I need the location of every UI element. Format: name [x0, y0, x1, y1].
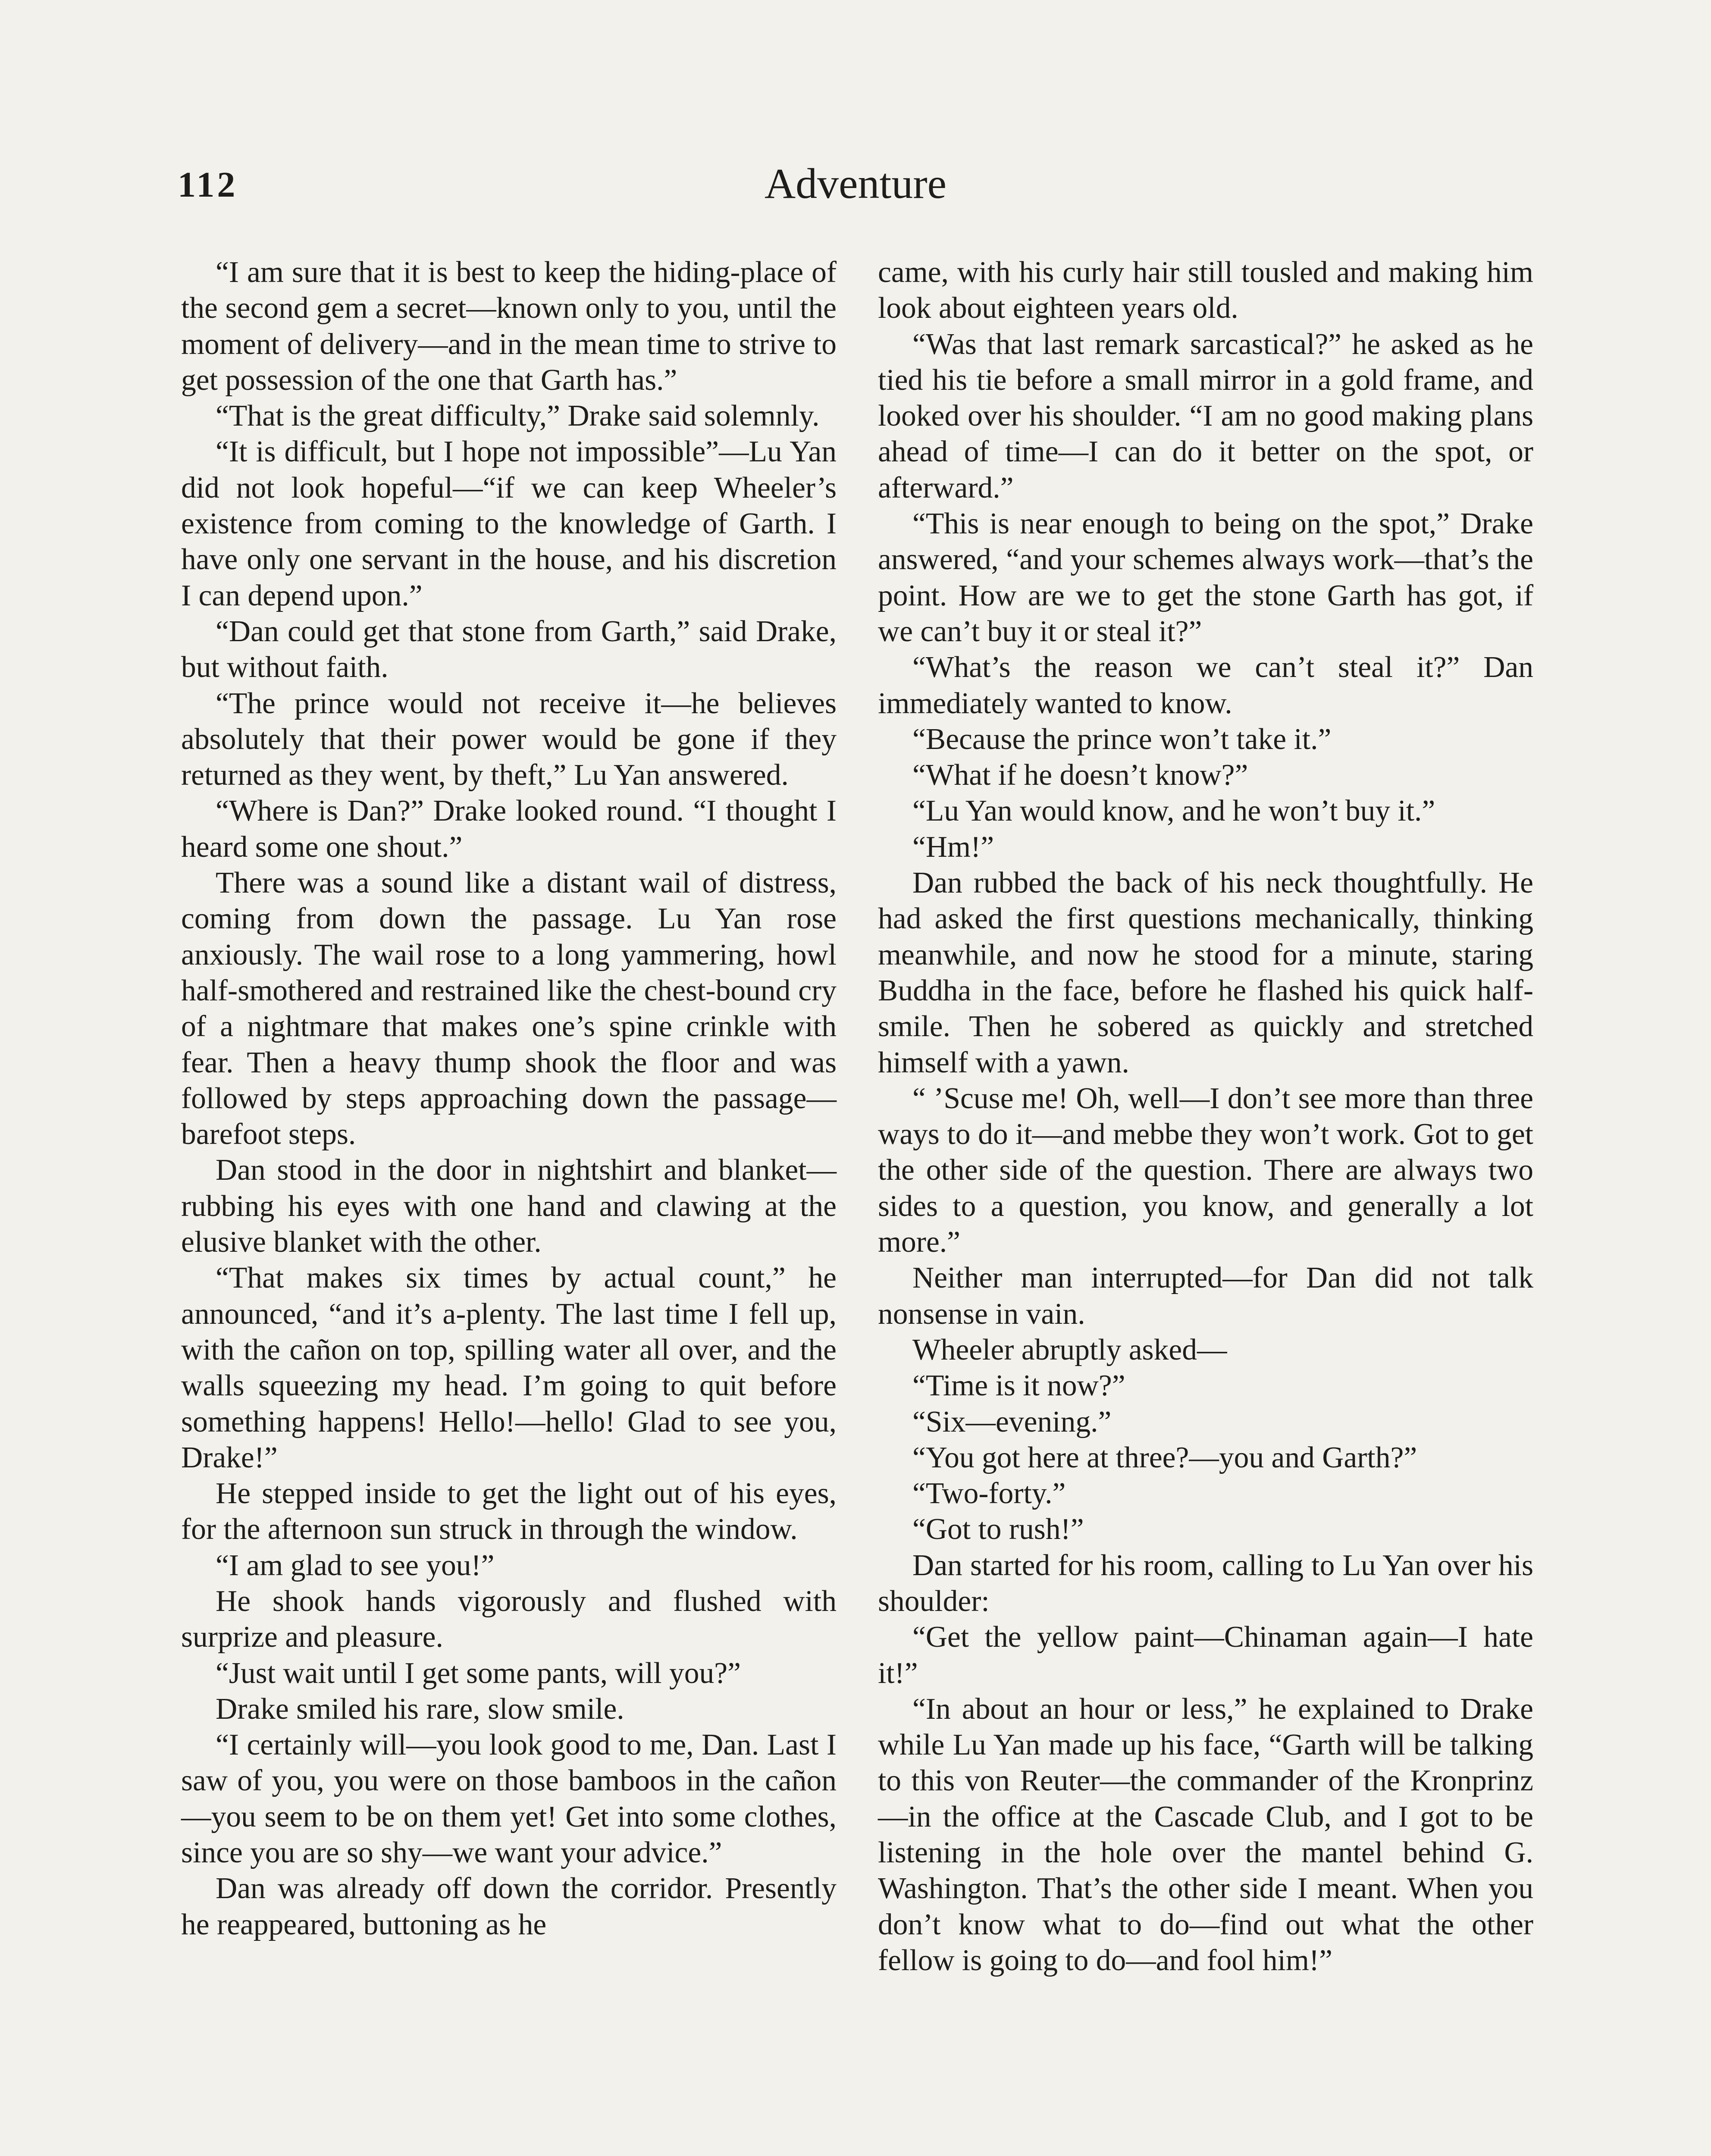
paragraph: “You got here at three?—you and Garth?”	[912, 1441, 1417, 1474]
page-number: 112	[178, 165, 238, 205]
paragraph: “In about an hour or less,” he explained to Drake while Lu Yan made up his face, “Garth will be talking to this von Reuter—the commander of the Kronprinz—in the office at the Cascade Club, and I got to be listening in the hole over the mantel behind G. Washington. That’s the other side I meant. When you don’t know what to do—find out what the other fellow is going to do—and fool him!”	[878, 1692, 1533, 1977]
paragraph: “Two-forty.”	[912, 1477, 1066, 1510]
paragraph: “Lu Yan would know, and he won’t buy it.”	[912, 794, 1435, 828]
paragraph: “I am glad to see you!”	[216, 1548, 495, 1582]
paragraph: “I certainly will—you look good to me, Dan. Last I saw of you, you were on those bamboos in the cañon—you seem to be on them yet! Get into some clothes, since you are so shy—we want your advice.”	[181, 1728, 837, 1870]
left-text-column	[181, 254, 837, 1943]
paragraph: “Just wait until I get some pants, will you?”	[216, 1656, 741, 1690]
paragraph: “Time is it now?”	[912, 1369, 1125, 1403]
paragraph: “This is near enough to being on the spot,” Drake answered, “and your schemes always work—that’s the point. How are we to get the stone Garth has got, if we can’t buy it or steal it?”	[878, 507, 1533, 648]
paragraph: Neither man interrupted—for Dan did not talk nonsense in vain.	[878, 1261, 1533, 1331]
paragraph: Dan started for his room, calling to Lu Yan over his shoulder:	[878, 1548, 1533, 1618]
paragraph: “What if he doesn’t know?”	[912, 758, 1248, 792]
page-header	[0, 160, 1711, 229]
paragraph: “That is the great difficulty,” Drake said solemnly.	[216, 399, 820, 433]
paragraph: “Got to rush!”	[912, 1513, 1084, 1546]
right-text-column	[878, 254, 1533, 1978]
paragraph: “What’s the reason we can’t steal it?” Dan immediately wanted to know.	[878, 651, 1533, 720]
paragraph: “Because the prince won’t take it.”	[912, 722, 1332, 756]
paragraph: “Six—evening.”	[912, 1405, 1112, 1438]
paragraph: “Was that last remark sarcastical?” he asked as he tied his tie before a small mirror in a gold frame, and looked over his shoulder. “I am no good making plans ahead of time—I can do it better on the spot, or afterward.”	[878, 327, 1533, 505]
paragraph: “It is difficult, but I hope not impossible”—Lu Yan did not look hopeful—“if we can keep Wheeler’s existence from coming to the knowledge of Garth. I have only one servant in the house, and his discretion I can depend upon.”	[181, 435, 837, 612]
paragraph: “ ’Scuse me! Oh, well—I don’t see more than three ways to do it—and mebbe they won’t work. Got to get the other side of the question. There are always two sides to a question, you know, and generally a lot more.”	[878, 1081, 1533, 1259]
paragraph: “Get the yellow paint—Chinaman again—I hate it!”	[878, 1620, 1533, 1690]
paragraph: “Dan could get that stone from Garth,” said Drake, but without faith.	[181, 614, 837, 684]
paragraph: Dan rubbed the back of his neck thoughtfully. He had asked the first questions mechanically, thinking meanwhile, and now he stood for a minute, staring Buddha in the face, before he flashed his quick half-smile. Then he sobered as quickly and stretched himself with a yawn.	[878, 866, 1533, 1079]
paragraph: He stepped inside to get the light out of his eyes, for the afternoon sun struck in through the window.	[181, 1477, 837, 1546]
paragraph: He shook hands vigorously and flushed with surprize and pleasure.	[181, 1584, 837, 1654]
paragraph: “Where is Dan?” Drake looked round. “I thought I heard some one shout.”	[181, 794, 837, 864]
paragraph: Drake smiled his rare, slow smile.	[216, 1692, 624, 1726]
paragraph: “That makes six times by actual count,” he announced, “and it’s a-plenty. The last time I fell up, with the cañon on top, spilling water all over, and the walls squeezing my head. I’m going to quit before something happens! Hello!—hello! Glad to see you, Drake!”	[181, 1261, 837, 1474]
paragraph: Dan was already off down the corridor. Presently he reappeared, buttoning as he	[181, 1872, 837, 1941]
paragraph: Wheeler abruptly asked—	[912, 1333, 1227, 1366]
paragraph: came, with his curly hair still tousled and making him look about eighteen years old.	[878, 256, 1533, 325]
paragraph: “Hm!”	[912, 830, 994, 864]
page-title: Adventure	[764, 160, 947, 207]
paragraph: There was a sound like a distant wail of distress, coming from down the passage. Lu Yan rose anxiously. The wail rose to a long yammering, howl half-smothered and restrained like the chest-bound cry of a nightmare that makes one’s spine crinkle with fear. Then a heavy thump shook the floor and was followed by steps approaching down the passage—barefoot steps.	[181, 866, 837, 1151]
paragraph: “I am sure that it is best to keep the hiding-place of the second gem a secret—known only to you, until the moment of delivery—and in the mean time to strive to get possession of the one that Garth has.”	[181, 256, 837, 397]
paragraph: Dan stood in the door in nightshirt and blanket—rubbing his eyes with one hand and clawing at the elusive blanket with the other.	[181, 1153, 837, 1259]
paragraph: “The prince would not receive it—he believes absolutely that their power would be gone if they returned as they went, by theft,” Lu Yan answered.	[181, 686, 837, 792]
